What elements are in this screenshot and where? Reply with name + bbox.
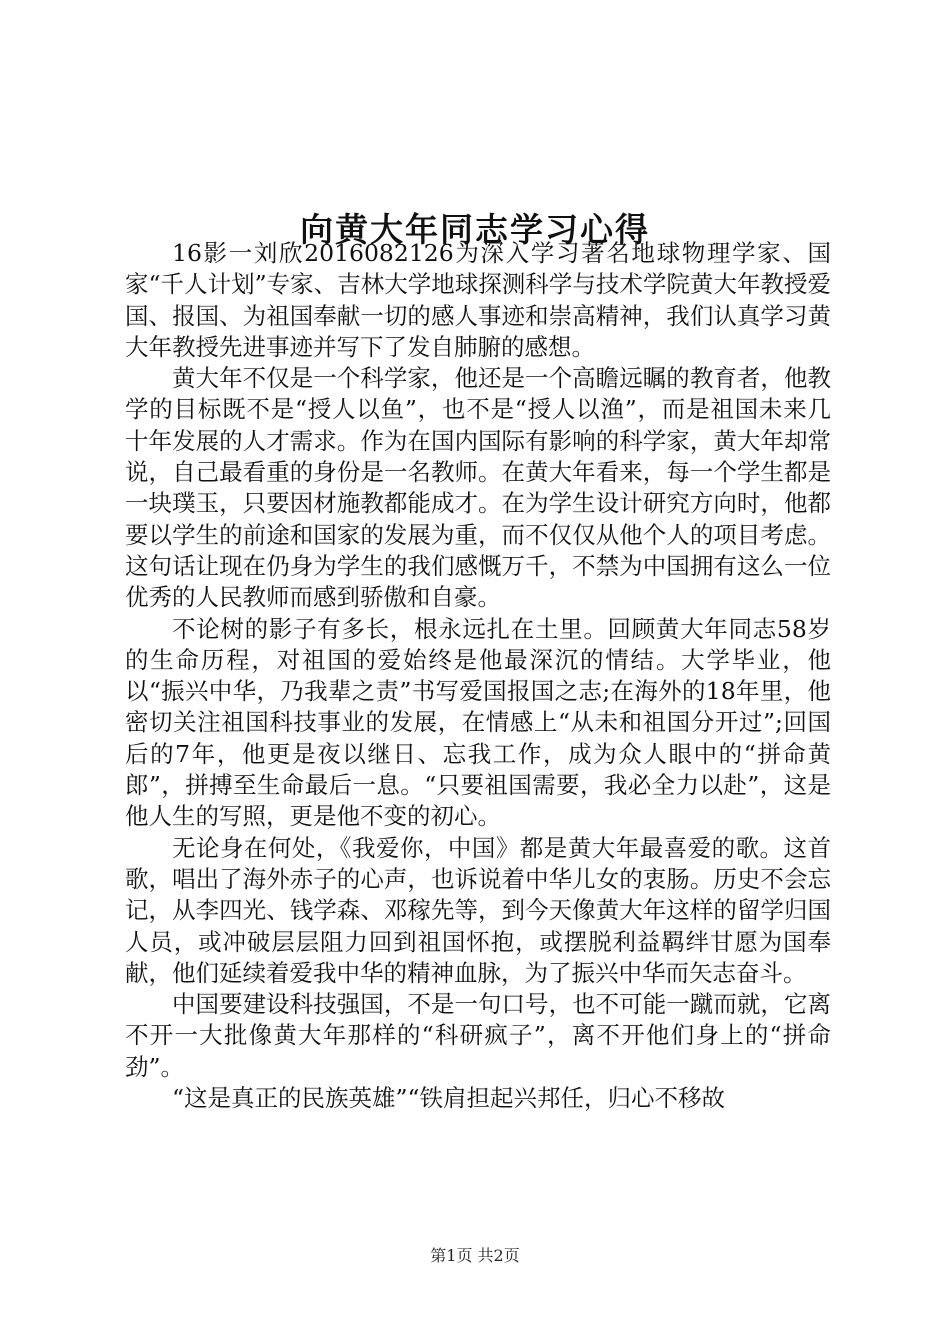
paragraph: 不论树的影子有多长，根永远扎在土里。回顾黄大年同志58岁的生命历程，对祖国的爱始终是他最深沉的情结。大学毕业，他以“振兴中华，乃我辈之责”书写爱国报国之志;在海外的18年里，他密切关注祖国科技事业的发展，在情感上“从未和祖国分开过”;回国后的7年，他更是夜以继日、忘我工作，成为众人眼中的“拼命黄郎”，拼搏至生命最后一息。“只要祖国需要，我必全力以赴”，这是他人生的写照，更是他不变的初心。 — [125, 614, 831, 831]
paragraph: 无论身在何处，《我爱你，中国》都是黄大年最喜爱的歌。这首歌，唱出了海外赤子的心声，也诉说着中华儿女的衷肠。历史不会忘记，从李四光、钱学森、邓稼先等，到今天像黄大年这样的留学归国人员，或冲破层层阻力回到祖国怀抱，或摆脱利益羁绊甘愿为国奉献，他们延续着爱我中华的精神血脉，为了振兴中华而矢志奋斗。 — [125, 833, 831, 987]
page-footer: 第1页 共2页 — [430, 1246, 520, 1265]
paragraph: 中国要建设科技强国，不是一句口号，也不可能一蹴而就，它离不开一大批像黄大年那样的“科研疯子”，离不开他们身上的“拼命劲”。 — [125, 990, 831, 1081]
paragraph: “这是真正的民族英雄”“铁肩担起兴邦任，归心不移故 — [172, 1084, 726, 1113]
document-title: 向黄大年同志学习心得 — [300, 210, 650, 250]
paragraph: 16影一刘欣2016082126为深入学习著名地球物理学家、国家“千人计划”专家、吉林大学地球探测科学与技术学院黄大年教授爱国、报国、为祖国奉献一切的感人事迹和崇高精神，我们认真学习黄大年教授先进事迹并写下了发自肺腑的感想。 — [125, 239, 831, 361]
document-body — [125, 238, 831, 1114]
paragraph: 黄大年不仅是一个科学家，他还是一个高瞻远瞩的教育者，他教学的目标既不是“授人以鱼”，也不是“授人以渔”，而是祖国未来几十年发展的人才需求。作为在国内国际有影响的科学家，黄大年却常说，自己最看重的身份是一名教师。在黄大年看来，每一个学生都是一块璞玉，只要因材施教都能成才。在为学生设计研究方向时，他都要以学生的前途和国家的发展为重，而不仅仅从他个人的项目考虑。这句话让现在仍身为学生的我们感慨万千，不禁为中国拥有这么一位优秀的人民教师而感到骄傲和自豪。 — [125, 364, 831, 612]
